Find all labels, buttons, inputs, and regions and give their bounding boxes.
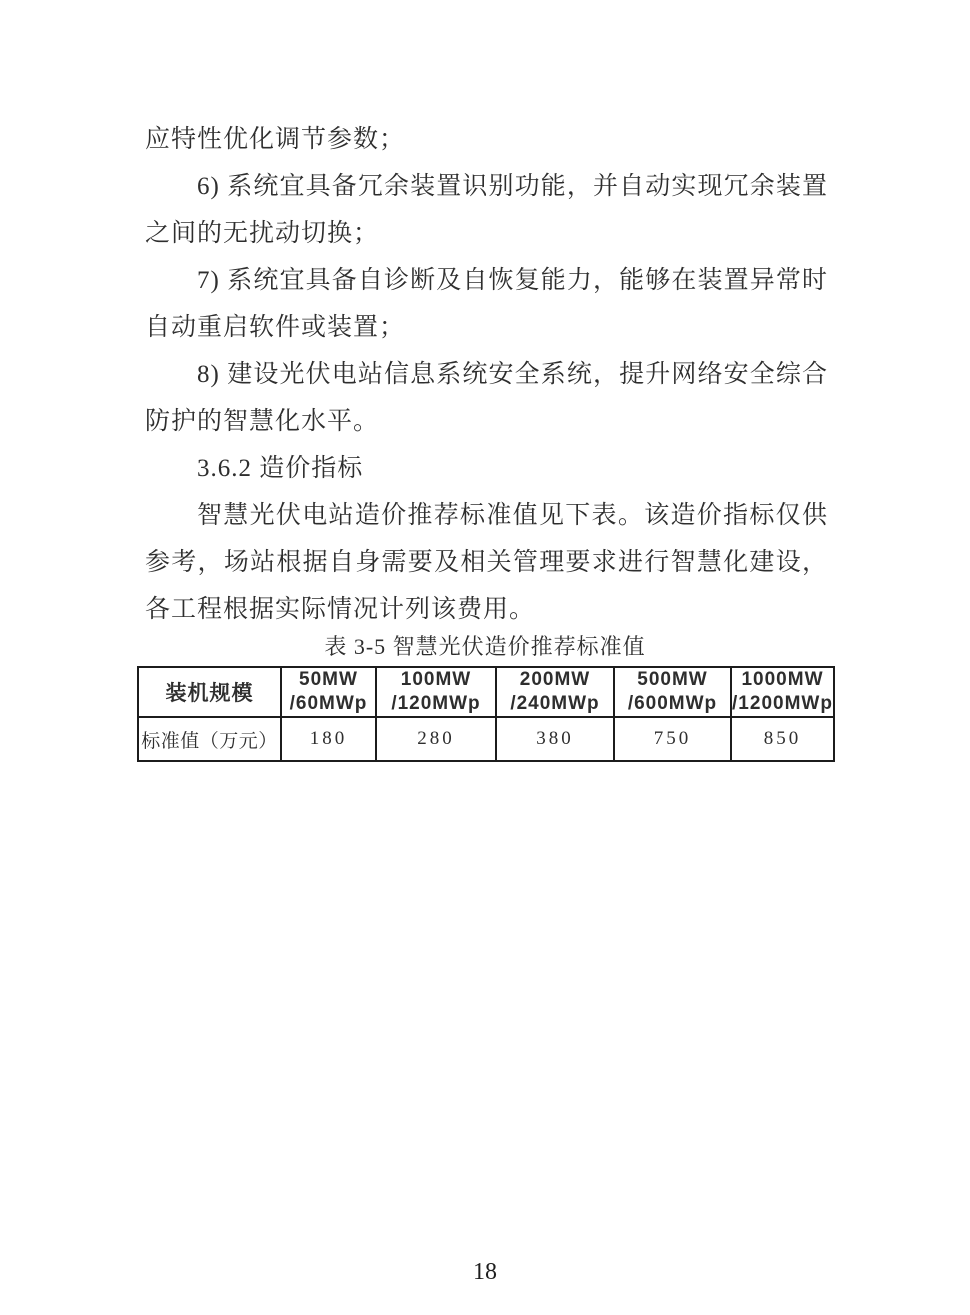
capacity-header-cell xyxy=(376,667,496,717)
body-line: 7) 系统宜具备自诊断及自恢复能力，能够在装置异常时 xyxy=(197,267,828,294)
cost-table xyxy=(137,666,835,762)
section-heading: 3.6.2 造价指标 xyxy=(197,455,364,482)
capacity-mw: 50MW xyxy=(299,669,358,690)
table-value-row xyxy=(138,717,834,761)
capacity-mwp: /600MWp xyxy=(627,693,718,714)
capacity-mwp: /60MWp xyxy=(289,693,368,714)
capacity-header-cell xyxy=(731,667,834,717)
table-caption: 表 3-5 智慧光伏造价推荐标准值 xyxy=(324,634,646,659)
capacity-mwp: /240MWp xyxy=(510,693,600,714)
body-line: 应特性优化调节参数； xyxy=(145,126,406,153)
table-header-row xyxy=(138,667,834,717)
capacity-header-cell xyxy=(281,667,376,717)
body-line: 防护的智慧化水平。 xyxy=(145,408,380,435)
body-text xyxy=(145,116,828,633)
standard-value-cell: 850 xyxy=(731,717,834,761)
body-line: 8) 建设光伏电站信息系统安全系统，提升网络安全综合 xyxy=(197,361,828,388)
body-line: 参考，场站根据自身需要及相关管理要求进行智慧化建设， xyxy=(145,549,828,576)
standard-value-cell: 380 xyxy=(496,717,614,761)
standard-value-cell: 750 xyxy=(614,717,731,761)
capacity-mw: 1000MW xyxy=(741,669,824,690)
body-line: 自动重启软件或装置； xyxy=(145,314,406,341)
capacity-mw: 100MW xyxy=(400,669,472,690)
capacity-header-cell xyxy=(496,667,614,717)
capacity-mw: 200MW xyxy=(519,669,591,690)
body-line: 智慧光伏电站造价推荐标准值见下表。该造价指标仅供 xyxy=(197,502,828,529)
value-row-label-cell: 标准值（万元） xyxy=(138,717,281,761)
capacity-mw: 500MW xyxy=(637,669,708,690)
capacity-header-cell xyxy=(614,667,731,717)
standard-value-cell: 280 xyxy=(376,717,496,761)
page-number: 18 xyxy=(473,1259,497,1285)
row-header-cell: 装机规模 xyxy=(138,667,281,717)
capacity-mwp: /1200MWp xyxy=(732,693,833,714)
capacity-mwp: /120MWp xyxy=(391,693,481,714)
body-line: 6) 系统宜具备冗余装置识别功能，并自动实现冗余装置 xyxy=(197,173,828,200)
body-line: 之间的无扰动切换； xyxy=(145,220,380,247)
standard-value-cell: 180 xyxy=(281,717,376,761)
body-line: 各工程根据实际情况计列该费用。 xyxy=(145,596,536,623)
